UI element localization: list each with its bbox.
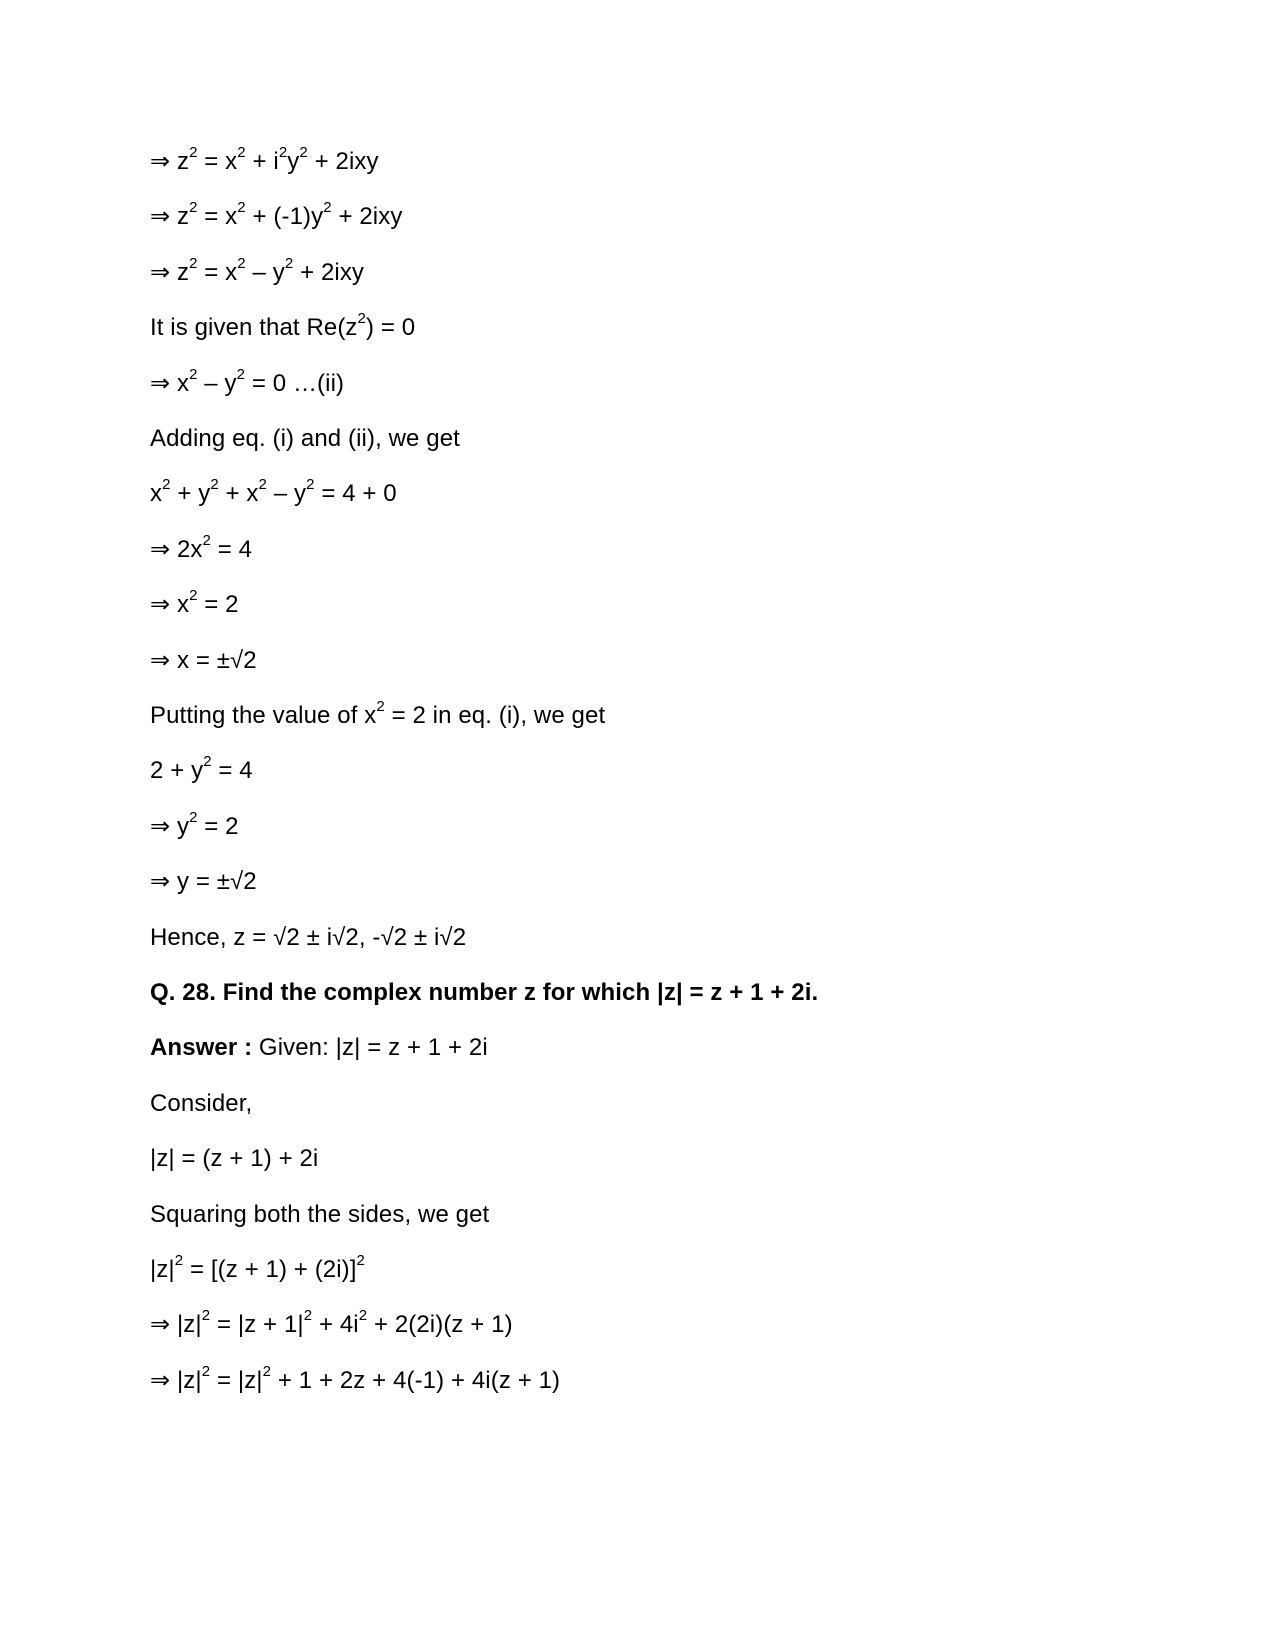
text-segment: = [(z + 1) + (2i)] [183, 1256, 357, 1283]
text-segment: + (-1)y [245, 203, 324, 230]
text-segment: ⇒ z [150, 148, 190, 175]
text-segment: Q. 28. Find the complex number z for which |z| = z + 1 + 2i. [150, 979, 819, 1006]
text-segment: Squaring both the sides, we get [150, 1201, 490, 1228]
text-segment: + x [218, 480, 259, 507]
superscript: 2 [284, 255, 294, 272]
text-segment: ⇒ z [150, 203, 190, 230]
superscript: 2 [306, 476, 315, 493]
superscript: 2 [237, 144, 246, 161]
text-segment: = 4 [211, 757, 253, 784]
text-segment: ⇒ x [150, 591, 190, 618]
text-segment: – y [267, 480, 307, 507]
text-segment: = 2 in eq. (i), we get [384, 702, 606, 729]
superscript: 2 [376, 698, 385, 715]
text-line [150, 1363, 561, 1396]
text-segment: Given: |z| = z + 1 + 2i [252, 1034, 488, 1061]
superscript: 2 [323, 199, 332, 216]
superscript: 2 [201, 1307, 211, 1324]
text-segment: + y [170, 480, 211, 507]
text-segment: = x [197, 259, 238, 286]
text-line [150, 255, 365, 288]
text-segment: = 4 [210, 536, 253, 563]
text-segment: = |z + 1| [210, 1311, 304, 1338]
text-segment: = |z| [210, 1367, 263, 1394]
text-line [150, 476, 397, 509]
text-segment: = 2 [197, 813, 239, 840]
superscript: 2 [356, 1252, 365, 1269]
superscript: 2 [201, 1363, 211, 1380]
text-segment: y [287, 148, 300, 175]
text-line [150, 1200, 489, 1230]
text-segment: Consider, [150, 1090, 253, 1117]
text-line [150, 923, 466, 953]
superscript: 2 [189, 809, 198, 826]
text-line [150, 867, 257, 897]
text-segment: |z| = (z + 1) + 2i [150, 1145, 319, 1172]
text-segment: + 4i [312, 1311, 359, 1338]
text-segment: ⇒ y [150, 813, 190, 840]
text-segment: = x [197, 148, 238, 175]
text-line [150, 366, 345, 399]
text-line [150, 310, 416, 343]
text-line [150, 199, 403, 232]
text-line [150, 1033, 488, 1063]
text-segment: + 2(2i)(z + 1) [367, 1311, 513, 1338]
text-segment: x [150, 480, 163, 507]
text-line [150, 532, 253, 565]
text-line [150, 1144, 318, 1174]
superscript: 2 [162, 476, 171, 493]
superscript: 2 [236, 366, 246, 383]
superscript: 2 [189, 144, 198, 161]
text-segment: + 2ixy [293, 259, 365, 286]
text-line [150, 424, 460, 454]
superscript: 2 [262, 1363, 272, 1380]
superscript: 2 [303, 1307, 313, 1324]
text-line [150, 1252, 365, 1285]
text-segment: ⇒ x = ±√2 [150, 647, 257, 674]
text-segment: ⇒ z [150, 259, 190, 286]
text-line [150, 753, 253, 786]
text-segment: ) = 0 [365, 314, 416, 341]
text-segment: = 0 …(ii) [245, 370, 345, 397]
text-line [150, 698, 606, 731]
text-segment: Putting the value of x [150, 702, 377, 729]
superscript: 2 [210, 476, 219, 493]
text-segment: It is given that Re(z [150, 314, 358, 341]
text-line [150, 587, 239, 620]
text-line [150, 809, 239, 842]
text-segment: ⇒ |z| [150, 1367, 202, 1394]
superscript: 2 [237, 199, 246, 216]
superscript: 2 [203, 753, 212, 770]
superscript: 2 [258, 476, 267, 493]
text-line [150, 1307, 513, 1340]
text-segment: Adding eq. (i) and (ii), we get [150, 425, 460, 452]
superscript: 2 [357, 310, 366, 327]
text-segment: ⇒ y = ±√2 [150, 868, 257, 895]
superscript: 2 [237, 255, 246, 272]
superscript: 2 [174, 1252, 184, 1269]
superscript: 2 [189, 587, 198, 604]
superscript: 2 [189, 366, 198, 383]
text-segment: 2 + y [150, 757, 204, 784]
text-segment: ⇒ |z| [150, 1311, 202, 1338]
text-segment: = x [197, 203, 238, 230]
text-segment: Hence, z = √2 ± i√2, -√2 ± i√2 [150, 924, 467, 951]
text-line [150, 978, 818, 1008]
text-segment: |z| [150, 1256, 175, 1283]
text-segment: + i [245, 148, 279, 175]
text-segment: = 4 + 0 [314, 480, 397, 507]
text-segment: = 2 [197, 591, 239, 618]
text-segment: + 1 + 2z + 4(-1) + 4i(z + 1) [271, 1367, 561, 1394]
superscript: 2 [358, 1307, 368, 1324]
text-line [150, 1089, 252, 1119]
text-segment: ⇒ x [150, 370, 190, 397]
text-segment: ⇒ 2x [150, 536, 203, 563]
text-segment: – y [245, 259, 285, 286]
text-segment: + 2ixy [331, 203, 403, 230]
text-line [150, 646, 257, 676]
superscript: 2 [202, 532, 211, 549]
superscript: 2 [189, 199, 198, 216]
text-segment: + 2ixy [307, 148, 379, 175]
superscript: 2 [189, 255, 198, 272]
text-segment: Answer : [150, 1034, 253, 1061]
text-line [150, 144, 379, 177]
superscript: 2 [299, 144, 308, 161]
text-segment: – y [197, 370, 237, 397]
superscript: 2 [278, 144, 288, 161]
